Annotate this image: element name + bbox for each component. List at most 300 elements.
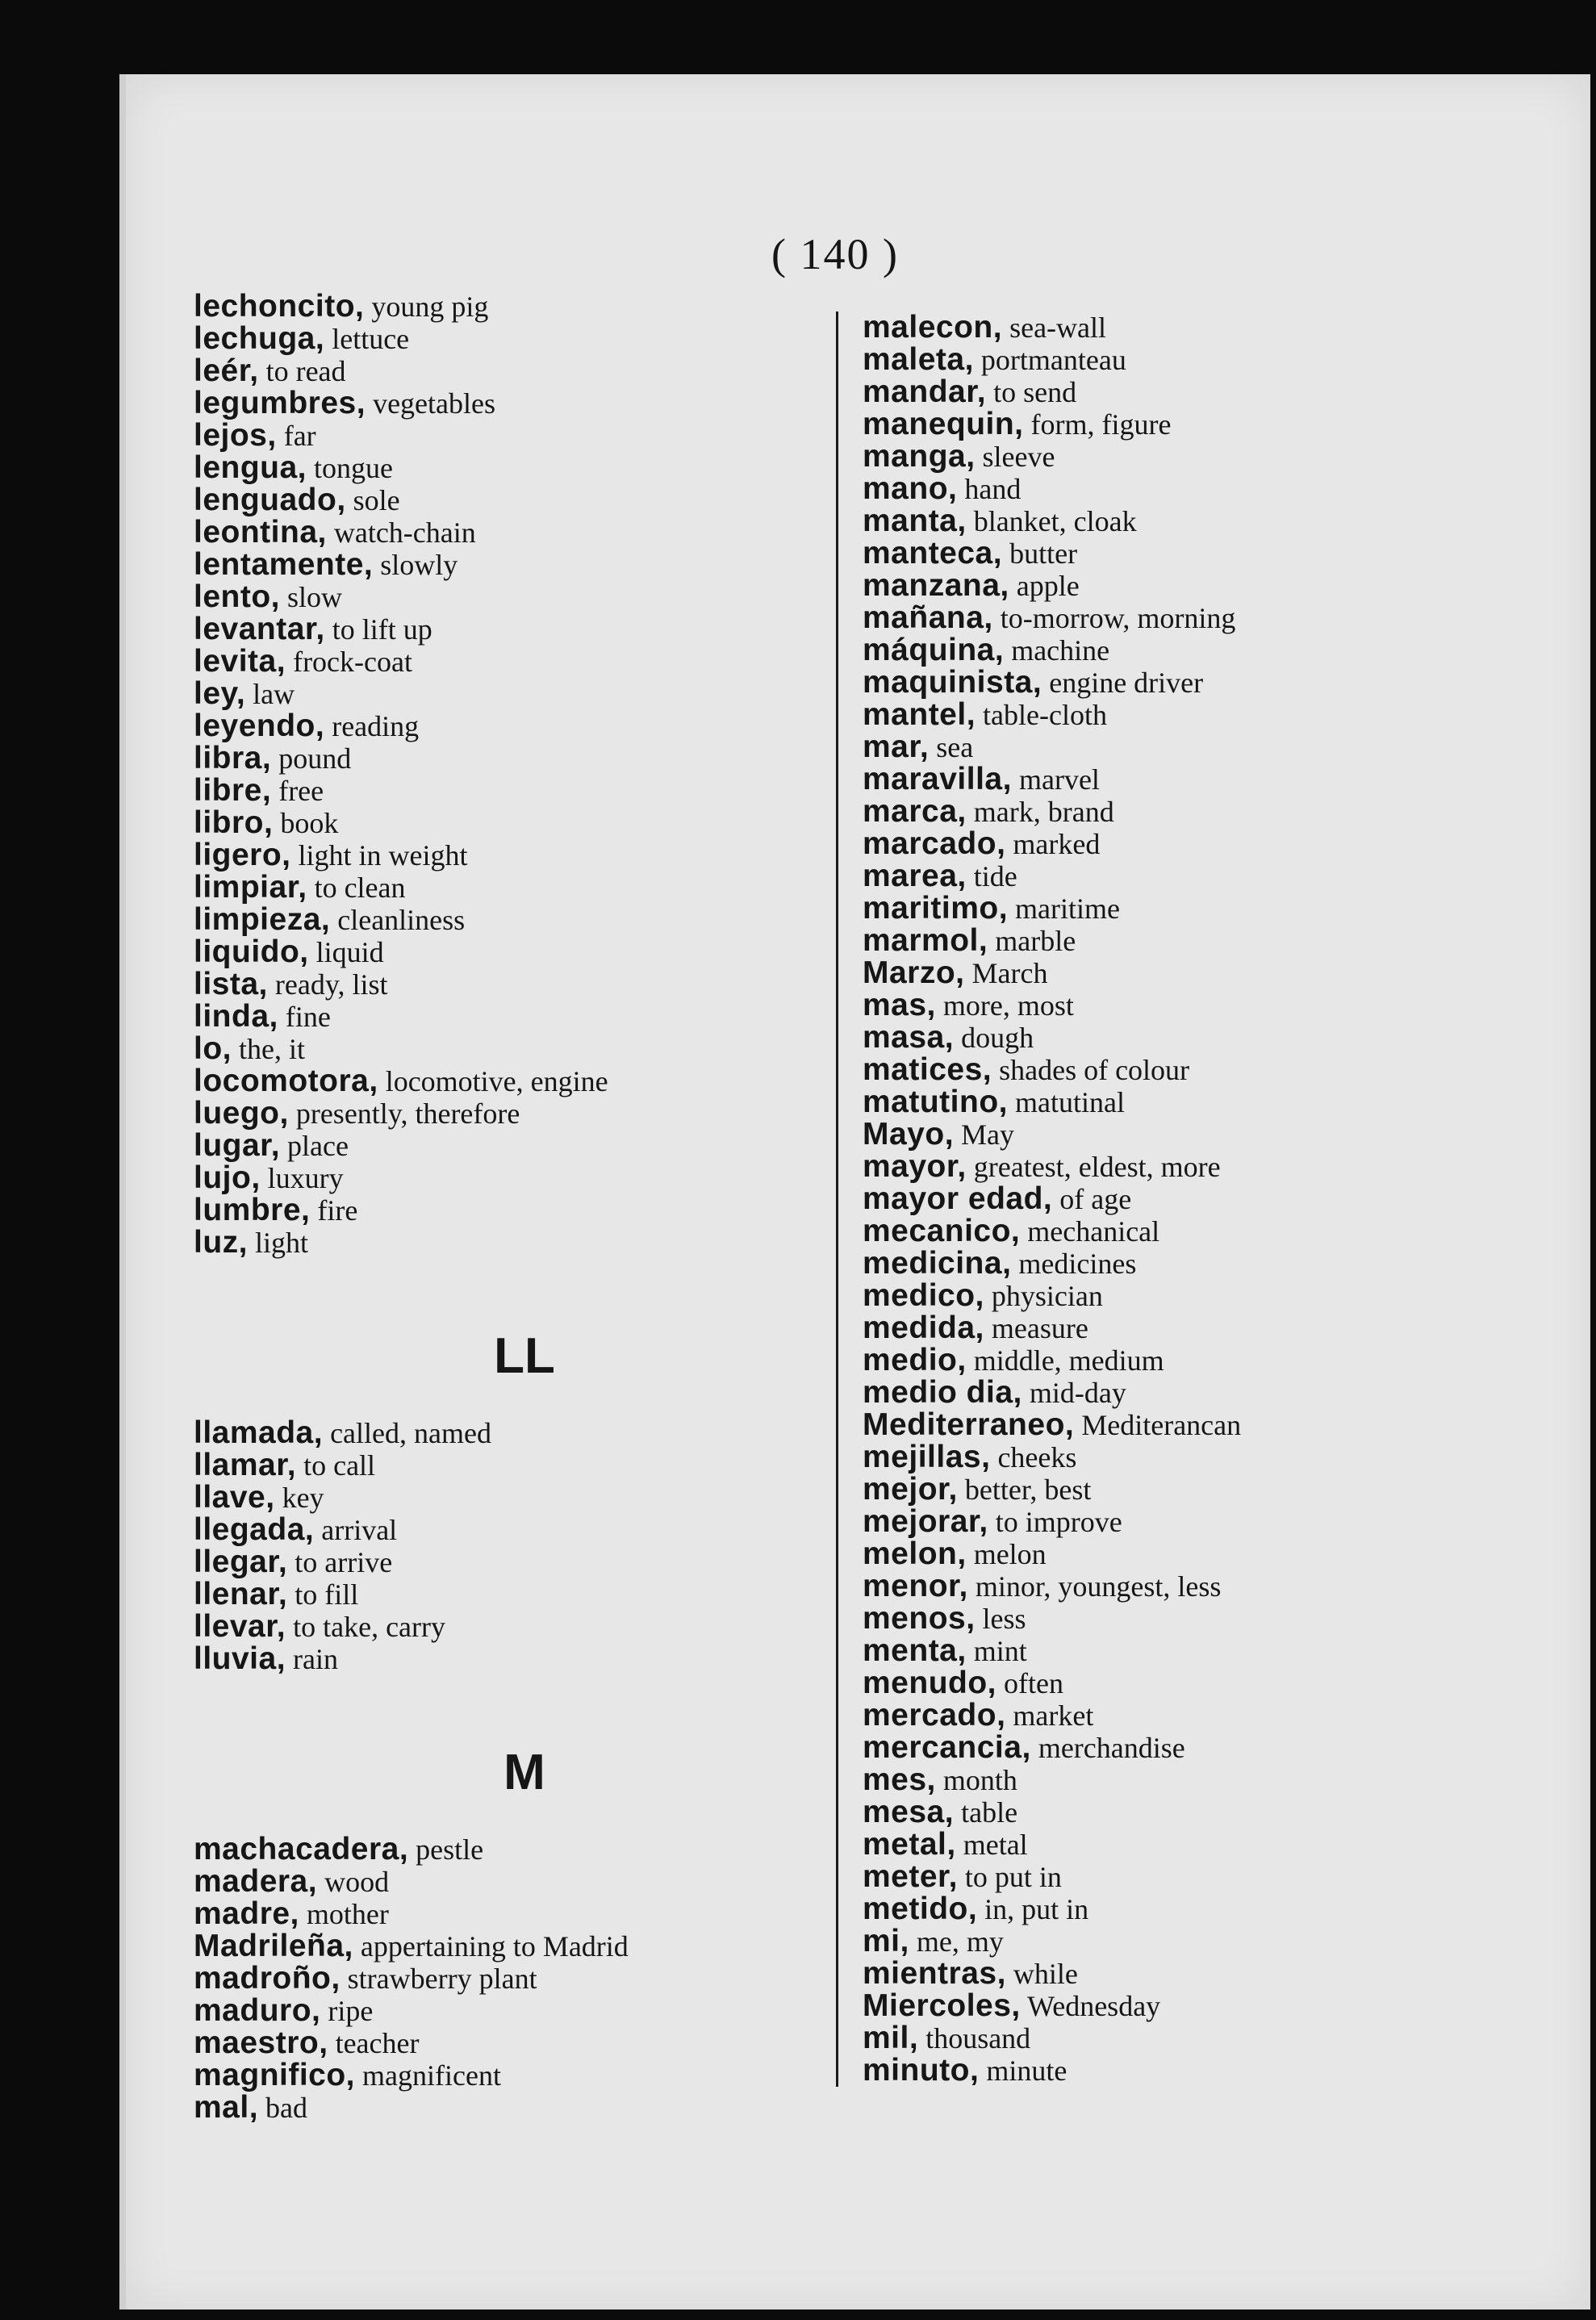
entry-definition: mint <box>973 1635 1027 1667</box>
entry-headword: maritimo, <box>863 891 1009 926</box>
entry-definition: marvel <box>1018 763 1100 796</box>
entry-definition: to read <box>265 355 346 387</box>
dictionary-entry <box>863 1118 1589 1151</box>
dictionary-entry <box>863 731 1589 763</box>
entry-definition: slow <box>287 581 343 613</box>
entry-headword: mercado, <box>863 1698 1006 1733</box>
entry-definition: to put in <box>964 1861 1062 1893</box>
entry-definition: mechanical <box>1027 1215 1160 1248</box>
dictionary-entry <box>194 1514 839 1546</box>
entry-definition: fire <box>317 1194 358 1227</box>
entry-headword: marea, <box>863 859 967 893</box>
dictionary-entry <box>863 1215 1589 1248</box>
entry-headword: llave, <box>194 1480 275 1515</box>
entry-headword: manga, <box>863 439 976 474</box>
entry-definition: strawberry plant <box>347 1963 537 1995</box>
entry-headword: meter, <box>863 1859 958 1894</box>
entry-headword: lista, <box>194 967 268 1001</box>
dictionary-entry <box>194 1033 839 1065</box>
entry-definition: portmanteau <box>980 344 1126 376</box>
dictionary-entry <box>863 1054 1589 1086</box>
dictionary-entry <box>194 904 839 936</box>
entry-definition: blanket, cloak <box>973 505 1137 537</box>
dictionary-entry <box>863 1474 1589 1506</box>
dictionary-entry <box>194 2027 839 2059</box>
dictionary-entry <box>863 1893 1589 1925</box>
entry-headword: lo, <box>194 1031 232 1066</box>
entry-definition: to clean <box>314 872 406 904</box>
entry-definition: free <box>278 775 324 807</box>
dictionary-entry <box>863 1312 1589 1344</box>
entry-definition: maritime <box>1015 892 1121 925</box>
entry-headword: libre, <box>194 773 272 808</box>
dictionary-entry <box>863 2055 1589 2087</box>
entry-definition: pestle <box>416 1833 484 1866</box>
entry-definition: fine <box>285 1001 331 1033</box>
entry-definition: bad <box>265 2092 308 2124</box>
dictionary-entry <box>863 1086 1589 1118</box>
entry-headword: lechuga, <box>194 321 325 356</box>
entry-definition: table <box>961 1796 1018 1829</box>
entry-definition: marble <box>995 925 1076 957</box>
entry-headword: legumbres, <box>194 386 366 420</box>
entry-headword: mil, <box>863 2021 919 2055</box>
dictionary-entry <box>863 537 1589 570</box>
entry-definition: vegetables <box>373 387 496 420</box>
entry-definition: to call <box>303 1449 376 1482</box>
entry-definition: ready, list <box>274 968 388 1001</box>
entry-headword: medicina, <box>863 1246 1012 1281</box>
dictionary-entry <box>194 807 839 839</box>
dictionary-entry <box>863 1280 1589 1312</box>
entry-headword: manta, <box>863 504 967 538</box>
section-heading-m: M <box>503 1745 545 1800</box>
entry-headword: liquido, <box>194 934 309 969</box>
entry-definition: sea <box>936 731 974 763</box>
entry-definition: locomotive, engine <box>385 1065 608 1097</box>
entry-definition: medicines <box>1018 1248 1137 1280</box>
entry-definition: table-cloth <box>983 699 1107 731</box>
entry-definition: light <box>255 1227 309 1259</box>
dictionary-entry <box>194 1930 839 1963</box>
entry-headword: Mayo, <box>863 1117 955 1152</box>
dictionary-entry <box>863 892 1589 925</box>
entry-headword: mas, <box>863 988 936 1022</box>
entry-definition: Mediterancan <box>1081 1409 1242 1441</box>
dictionary-entry <box>194 1578 839 1611</box>
entry-definition: cleanliness <box>337 904 466 936</box>
entry-definition: key <box>282 1482 324 1514</box>
entry-headword: luego, <box>194 1096 289 1131</box>
entry-headword: lentamente, <box>194 547 374 582</box>
entry-definition: better, best <box>964 1474 1092 1506</box>
entry-headword: ligero, <box>194 838 291 872</box>
entry-headword: masa, <box>863 1020 955 1055</box>
entry-headword: maestro, <box>194 2025 328 2060</box>
entry-definition: pound <box>278 742 352 775</box>
entry-definition: middle, medium <box>973 1344 1164 1377</box>
dictionary-entry <box>863 989 1589 1022</box>
entry-headword: llenar, <box>194 1577 288 1611</box>
dictionary-entry <box>863 860 1589 892</box>
entry-headword: mayor, <box>863 1149 967 1184</box>
entry-headword: lujo, <box>194 1160 261 1195</box>
entry-headword: marca, <box>863 794 967 829</box>
entry-definition: May <box>961 1118 1015 1151</box>
dictionary-entry <box>194 1162 839 1194</box>
dictionary-entry <box>863 1344 1589 1377</box>
entry-definition: sea-wall <box>1009 311 1107 344</box>
entry-headword: llevar, <box>194 1609 286 1644</box>
entry-definition: sleeve <box>982 441 1055 473</box>
entry-headword: matutino, <box>863 1085 1008 1119</box>
entry-headword: manequin, <box>863 407 1024 441</box>
entry-headword: medico, <box>863 1278 984 1313</box>
dictionary-entry <box>863 1925 1589 1958</box>
dictionary-entry <box>863 1667 1589 1699</box>
entry-headword: llegar, <box>194 1545 288 1579</box>
entry-headword: mesa, <box>863 1795 955 1829</box>
dictionary-entry <box>863 1958 1589 1990</box>
entry-definition: appertaining to Madrid <box>360 1930 629 1963</box>
entry-definition: minor, youngest, less <box>975 1570 1222 1603</box>
entry-headword: menta, <box>863 1633 967 1668</box>
dictionary-entry <box>863 1861 1589 1893</box>
entry-headword: madre, <box>194 1896 299 1931</box>
dictionary-entry <box>194 323 839 355</box>
dictionary-entry <box>863 408 1589 441</box>
entry-headword: luz, <box>194 1225 248 1260</box>
dictionary-entry <box>194 1866 839 1898</box>
entry-definition: tide <box>973 860 1017 892</box>
dictionary-entry <box>863 602 1589 634</box>
entry-headword: levantar, <box>194 612 325 646</box>
dictionary-entry <box>194 387 839 420</box>
dictionary-entry <box>194 2059 839 2092</box>
dictionary-entry <box>863 2022 1589 2055</box>
entry-definition: reading <box>332 710 420 742</box>
entry-headword: lenguado, <box>194 483 346 517</box>
entry-headword: lechoncito, <box>194 289 365 324</box>
entry-headword: mientras, <box>863 1956 1006 1991</box>
entry-definition: minute <box>986 2055 1067 2087</box>
entry-headword: mantel, <box>863 697 976 732</box>
entry-headword: leér, <box>194 353 259 388</box>
dictionary-entry <box>194 613 839 646</box>
dictionary-entry <box>194 646 839 678</box>
dictionary-entry <box>863 1635 1589 1667</box>
entry-headword: mecanico, <box>863 1214 1021 1248</box>
entry-definition: less <box>982 1603 1026 1635</box>
entry-headword: malecon, <box>863 310 1003 345</box>
ll-entries-list <box>194 1417 839 1675</box>
entry-headword: leyendo, <box>194 709 325 743</box>
entry-definition: young pig <box>371 291 489 323</box>
dictionary-entry <box>863 634 1589 667</box>
entry-definition: frock-coat <box>293 646 412 678</box>
dictionary-entry <box>863 344 1589 376</box>
entry-headword: lugar, <box>194 1128 281 1163</box>
dictionary-entry <box>863 1570 1589 1603</box>
dictionary-entry <box>194 484 839 516</box>
dictionary-entry <box>863 1183 1589 1215</box>
entry-headword: marcado, <box>863 826 1006 861</box>
entry-headword: llamar, <box>194 1448 297 1482</box>
entry-headword: maquinista, <box>863 665 1042 700</box>
entry-definition: Wednesday <box>1027 1990 1161 2022</box>
dictionary-entry <box>194 678 839 710</box>
entry-definition: called, named <box>330 1417 491 1449</box>
dictionary-entry <box>863 1151 1589 1183</box>
entry-headword: Marzo, <box>863 955 965 990</box>
entry-definition: dough <box>961 1022 1034 1054</box>
entry-definition: tongue <box>314 452 394 484</box>
entry-definition: ripe <box>328 1995 374 2027</box>
entry-definition: place <box>287 1130 349 1162</box>
entry-headword: metido, <box>863 1892 978 1926</box>
entry-definition: form, figure <box>1030 408 1172 441</box>
dictionary-entry <box>194 1065 839 1097</box>
entry-headword: madera, <box>194 1864 318 1899</box>
dictionary-entry <box>194 1643 839 1675</box>
entry-definition: mark, brand <box>973 796 1114 828</box>
entry-headword: linda, <box>194 999 278 1034</box>
entry-headword: mejor, <box>863 1472 958 1507</box>
entry-definition: while <box>1013 1958 1078 1990</box>
entry-definition: to fill <box>295 1578 359 1611</box>
dictionary-entry <box>863 1699 1589 1732</box>
dictionary-entry <box>863 376 1589 408</box>
entry-definition: measure <box>991 1312 1088 1344</box>
dictionary-entry <box>863 1829 1589 1861</box>
entry-definition: to lift up <box>332 613 432 646</box>
entry-definition: to send <box>993 376 1077 408</box>
entry-headword: mal, <box>194 2090 259 2125</box>
entry-headword: magnifico, <box>194 2058 356 2092</box>
dictionary-entry <box>863 1796 1589 1829</box>
entry-definition: magnificent <box>362 2059 501 2092</box>
entry-headword: medio dia, <box>863 1375 1022 1410</box>
entry-headword: madroño, <box>194 1961 341 1996</box>
entry-definition: the, it <box>239 1033 305 1065</box>
dictionary-entry <box>863 796 1589 828</box>
entry-definition: lettuce <box>332 323 410 355</box>
dictionary-entry <box>194 1546 839 1578</box>
entry-headword: mercancia, <box>863 1730 1031 1765</box>
entry-definition: presently, therefore <box>295 1097 520 1130</box>
entry-definition: matutinal <box>1014 1086 1125 1118</box>
dictionary-entry <box>863 1506 1589 1538</box>
dictionary-page <box>119 74 1590 2310</box>
dictionary-entry <box>194 742 839 775</box>
dictionary-entry <box>194 1611 839 1643</box>
entry-definition: often <box>1004 1667 1063 1699</box>
entry-headword: maravilla, <box>863 762 1012 796</box>
dictionary-entry <box>194 1227 839 1259</box>
dictionary-entry <box>194 452 839 484</box>
dictionary-entry <box>863 1248 1589 1280</box>
right-column <box>836 311 1589 2087</box>
entry-headword: lejos, <box>194 418 277 453</box>
entry-definition: watch-chain <box>333 516 476 549</box>
entry-headword: matices, <box>863 1052 992 1087</box>
dictionary-entry <box>863 1441 1589 1474</box>
dictionary-entry <box>194 839 839 872</box>
entry-headword: libro, <box>194 805 274 840</box>
dictionary-entry <box>863 570 1589 602</box>
entry-definition: mid-day <box>1029 1377 1126 1409</box>
dictionary-entry <box>863 1022 1589 1054</box>
dictionary-entry <box>194 549 839 581</box>
entry-definition: to arrive <box>295 1546 393 1578</box>
entry-definition: physician <box>991 1280 1103 1312</box>
dictionary-entry <box>194 1898 839 1930</box>
dictionary-entry <box>194 710 839 742</box>
dictionary-entry <box>194 1482 839 1514</box>
entry-headword: libra, <box>194 741 272 775</box>
dictionary-entry <box>194 1833 839 1866</box>
entry-definition: teacher <box>335 2027 420 2059</box>
dictionary-entry <box>194 1097 839 1130</box>
dictionary-entry <box>194 1001 839 1033</box>
dictionary-entry <box>863 473 1589 505</box>
entry-definition: market <box>1013 1699 1094 1732</box>
entry-headword: limpieza, <box>194 902 331 937</box>
entry-definition: to take, carry <box>293 1611 446 1643</box>
entry-definition: cheeks <box>997 1441 1077 1474</box>
dictionary-entry <box>194 1963 839 1995</box>
entry-definition: marked <box>1013 828 1101 860</box>
dictionary-entry <box>194 2092 839 2124</box>
entry-headword: mañana, <box>863 600 993 635</box>
entry-definition: far <box>283 420 316 452</box>
dictionary-entry <box>194 291 839 323</box>
entry-definition: greatest, eldest, more <box>973 1151 1221 1183</box>
entry-headword: mayor edad, <box>863 1181 1053 1216</box>
entry-headword: máquina, <box>863 633 1005 667</box>
left-column <box>194 291 839 2124</box>
entry-headword: menor, <box>863 1569 968 1603</box>
entry-headword: locomotora, <box>194 1064 378 1098</box>
entry-definition: month <box>942 1764 1017 1796</box>
dictionary-entry <box>194 355 839 387</box>
entry-definition: March <box>971 957 1048 989</box>
dictionary-entry <box>194 775 839 807</box>
entry-headword: minuto, <box>863 2053 980 2088</box>
entry-headword: mejillas, <box>863 1440 991 1474</box>
entry-headword: maduro, <box>194 1993 321 2028</box>
entry-definition: me, my <box>916 1925 1004 1958</box>
entry-headword: medio, <box>863 1343 967 1377</box>
dictionary-entry <box>194 872 839 904</box>
dictionary-entry <box>863 1538 1589 1570</box>
entry-headword: mes, <box>863 1762 936 1797</box>
entry-definition: slowly <box>380 549 458 581</box>
dictionary-entry <box>863 1764 1589 1796</box>
dictionary-entry <box>863 1990 1589 2022</box>
entry-definition: melon <box>973 1538 1047 1570</box>
dictionary-entry <box>863 1732 1589 1764</box>
entry-headword: llegada, <box>194 1512 315 1547</box>
entry-headword: Mediterraneo, <box>863 1407 1075 1442</box>
entry-definition: rain <box>293 1643 339 1675</box>
dictionary-entry <box>863 311 1589 344</box>
entry-headword: mi, <box>863 1924 909 1958</box>
entry-headword: Madrileña, <box>194 1929 353 1963</box>
dictionary-entry <box>863 667 1589 699</box>
entry-headword: lento, <box>194 579 280 614</box>
entry-headword: mar, <box>863 729 930 764</box>
entry-definition: to improve <box>995 1506 1122 1538</box>
entry-definition: luxury <box>267 1162 344 1194</box>
dictionary-entry <box>863 957 1589 989</box>
entry-definition: apple <box>1016 570 1080 602</box>
entry-definition: merchandise <box>1038 1732 1185 1764</box>
dictionary-entry <box>194 1449 839 1482</box>
entry-headword: manteca, <box>863 536 1003 571</box>
dictionary-entry <box>194 581 839 613</box>
entry-definition: in, put in <box>984 1893 1089 1925</box>
dictionary-entry <box>194 1995 839 2027</box>
entry-headword: levita, <box>194 644 286 679</box>
dictionary-entry <box>863 1409 1589 1441</box>
dictionary-entry <box>863 441 1589 473</box>
entry-headword: medida, <box>863 1310 984 1345</box>
entry-headword: menudo, <box>863 1666 996 1700</box>
entry-headword: metal, <box>863 1827 956 1862</box>
left-entries-list <box>194 291 839 1259</box>
dictionary-entry <box>194 1194 839 1227</box>
dictionary-entry <box>194 516 839 549</box>
entry-headword: machacadera, <box>194 1832 409 1866</box>
page-number: ( 140 ) <box>771 230 899 278</box>
entry-definition: sole <box>353 484 400 516</box>
entry-definition: shades of colour <box>999 1054 1190 1086</box>
entry-headword: lengua, <box>194 450 307 485</box>
entry-definition: wood <box>324 1866 390 1898</box>
entry-headword: leontina, <box>194 515 327 550</box>
dictionary-entry <box>863 828 1589 860</box>
entry-headword: marmol, <box>863 923 988 958</box>
entry-definition: light in weight <box>298 839 468 872</box>
entry-definition: liquid <box>315 936 384 968</box>
entry-definition: hand <box>964 473 1022 505</box>
entry-definition: more, most <box>942 989 1074 1022</box>
entry-headword: mejorar, <box>863 1504 988 1539</box>
entry-definition: metal <box>963 1829 1028 1861</box>
entry-definition: mother <box>306 1898 389 1930</box>
dictionary-entry <box>863 505 1589 537</box>
entry-headword: menos, <box>863 1601 976 1636</box>
entry-headword: limpiar, <box>194 870 307 905</box>
dictionary-entry <box>194 936 839 968</box>
entry-definition: thousand <box>925 2022 1031 2055</box>
section-heading-ll: LL <box>494 1328 555 1384</box>
dictionary-entry <box>863 925 1589 957</box>
entry-definition: machine <box>1011 634 1110 667</box>
entry-headword: mandar, <box>863 374 987 409</box>
entry-headword: Miercoles, <box>863 1988 1021 2023</box>
dictionary-entry <box>194 1130 839 1162</box>
dictionary-entry <box>863 763 1589 796</box>
entry-headword: lluvia, <box>194 1641 286 1676</box>
entry-headword: melon, <box>863 1536 967 1571</box>
entry-headword: maleta, <box>863 342 974 377</box>
entry-headword: llamada, <box>194 1415 324 1450</box>
entry-definition: engine driver <box>1049 667 1204 699</box>
dictionary-entry <box>194 968 839 1001</box>
entry-definition: butter <box>1009 537 1078 570</box>
